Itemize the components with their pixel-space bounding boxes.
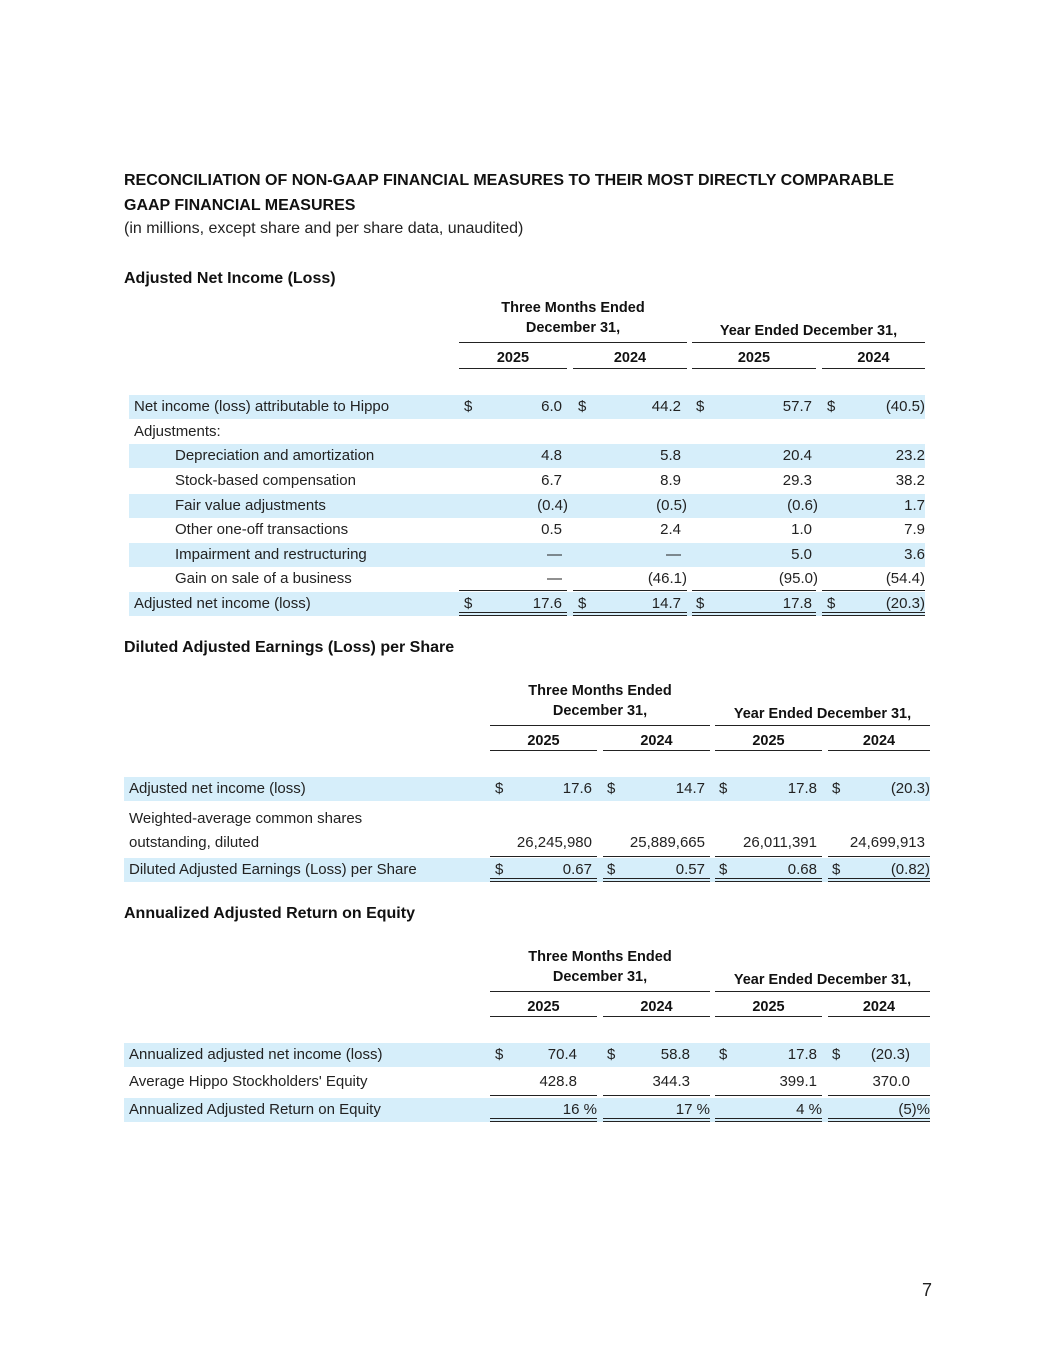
- value-fy-2025: 5.0: [791, 546, 812, 563]
- value-fy-2025: 4 %: [796, 1101, 822, 1118]
- value-q4-2025: —: [547, 570, 562, 587]
- table-row-impairment: [129, 543, 925, 567]
- header-year-2024: 2024: [862, 999, 896, 1015]
- row-label: Stock-based compensation: [175, 472, 356, 489]
- value-fy-2025: 17.8: [782, 595, 812, 612]
- subtotal-rule: [715, 856, 822, 857]
- value-q4-2025: 0.67: [562, 861, 592, 878]
- header-underline: [822, 368, 925, 369]
- header-year-2025: 2025: [737, 350, 771, 366]
- row-label: Net income (loss) attributable to Hippo: [134, 398, 390, 415]
- value-q4-2024: —: [666, 546, 681, 563]
- table-row-gain-on-sale: [129, 567, 925, 591]
- header-year-2025: 2025: [752, 999, 785, 1015]
- header-three-months-line1: Three Months Ended: [528, 683, 672, 699]
- value-q4-2024: 2.4: [660, 521, 681, 538]
- value-fy-2024: (5)%: [898, 1101, 930, 1118]
- header-year-2024: 2024: [857, 350, 890, 366]
- header-underline: [692, 342, 925, 343]
- row-label: Average Hippo Stockholders' Equity: [129, 1073, 368, 1090]
- value-q4-2025: 428.8: [539, 1073, 577, 1090]
- header-underline: [459, 342, 687, 343]
- header-underline: [692, 368, 816, 369]
- total-double-rule: [828, 878, 930, 882]
- subtotal-rule: [715, 1095, 822, 1096]
- currency-symbol: $: [607, 1046, 616, 1063]
- value-q4-2024: (46.1): [647, 570, 687, 587]
- row-label-line1: Weighted-average common shares: [129, 810, 363, 827]
- subtotal-rule: [603, 856, 710, 857]
- total-double-rule: [715, 1118, 822, 1122]
- header-underline: [459, 368, 567, 369]
- header-year-2024: 2024: [640, 733, 673, 749]
- currency-symbol: $: [827, 398, 836, 415]
- currency-symbol: $: [719, 780, 728, 797]
- table-row-depreciation: [129, 444, 925, 468]
- currency-symbol: $: [719, 861, 728, 878]
- total-double-rule: [603, 1118, 710, 1122]
- total-double-rule: [828, 1118, 930, 1122]
- value-fy-2024: (20.3): [885, 595, 925, 612]
- currency-symbol: $: [832, 1046, 841, 1063]
- header-year-2024: 2024: [640, 999, 673, 1015]
- table-row-stock-compensation: [129, 469, 925, 493]
- header-year-ended: Year Ended December 31,: [733, 706, 912, 722]
- section-heading-diluted-eps: Diluted Adjusted Earnings (Loss) per Share: [124, 639, 455, 656]
- table-row-average-equity: [124, 1070, 930, 1094]
- value-fy-2025: 17.8: [787, 1046, 817, 1063]
- currency-symbol: $: [495, 861, 504, 878]
- header-year-ended: Year Ended December 31,: [733, 972, 912, 988]
- value-fy-2025: 0.68: [787, 861, 817, 878]
- value-fy-2025: 17.8: [787, 780, 817, 797]
- currency-symbol: $: [832, 861, 841, 878]
- header-year-2025: 2025: [527, 999, 560, 1015]
- subtotal-rule: [490, 856, 597, 857]
- header-three-months: [490, 681, 710, 721]
- table-row-annualized-net-income: [124, 1043, 930, 1067]
- header-underline: [603, 750, 710, 751]
- value-q4-2025-visible: 16 %: [562, 1101, 597, 1118]
- header-underline: [490, 750, 597, 751]
- header-year-2025: 2025: [496, 350, 530, 366]
- value-fy-2024: (20.3): [890, 780, 930, 797]
- currency-symbol: $: [607, 861, 616, 878]
- value-q4-2024: 14.7: [675, 780, 705, 797]
- currency-symbol: $: [464, 595, 473, 612]
- row-label: Other one-off transactions: [175, 521, 349, 538]
- value-fy-2024: 1.7: [904, 497, 925, 514]
- page-number: 7: [921, 1280, 932, 1300]
- table-row-adjustments: [129, 420, 925, 444]
- header-underline: [573, 368, 687, 369]
- subtotal-rule: [573, 590, 687, 591]
- header-year-2024: 2024: [613, 350, 647, 366]
- value-q4-2024: (0.5): [656, 497, 687, 514]
- subtotal-rule: [828, 856, 930, 857]
- total-double-rule: [490, 878, 597, 882]
- subtotal-rule: [822, 590, 925, 591]
- table-row-net-income: [129, 395, 925, 419]
- total-double-rule: [573, 612, 687, 616]
- section-heading-return-on-equity: Annualized Adjusted Return on Equity: [124, 905, 415, 922]
- header-underline: [490, 991, 710, 992]
- report-title: RECONCILIATION OF NON-GAAP FINANCIAL MEASURES TO THEIR MOST DIRECTLY COMPARABLE GAAP FINANCIAL MEASURES: [124, 172, 895, 214]
- value-q4-2025: 0.5: [541, 521, 562, 538]
- row-label: Diluted Adjusted Earnings (Loss) per Share: [129, 861, 417, 878]
- header-three-months-line1: Three Months Ended: [528, 949, 672, 965]
- header-year-ended: Year Ended December 31,: [719, 323, 898, 339]
- header-underline: [603, 1016, 710, 1017]
- value-fy-2024: 3.6: [904, 546, 925, 563]
- header-underline: [715, 750, 822, 751]
- currency-symbol: $: [464, 398, 473, 415]
- row-label-line2: outstanding, diluted: [129, 834, 260, 851]
- total-double-rule: [715, 878, 822, 882]
- row-label: Fair value adjustments: [175, 497, 326, 514]
- value-fy-2024: 24,699,913: [849, 834, 925, 851]
- subtotal-rule: [490, 1095, 597, 1096]
- value-q4-2025: 17.6: [532, 595, 562, 612]
- header-underline: [715, 991, 930, 992]
- row-label: Impairment and restructuring: [175, 546, 367, 563]
- value-fy-2024: (54.4): [885, 570, 925, 587]
- currency-symbol: $: [696, 595, 705, 612]
- value-q4-2024: 58.8: [660, 1046, 690, 1063]
- header-three-months-line1: Three Months Ended: [501, 300, 645, 316]
- value-fy-2024: (0.82): [890, 861, 930, 878]
- header-year-2025: 2025: [527, 733, 560, 749]
- value-fy-2025: (95.0): [778, 570, 818, 587]
- row-label: Annualized Adjusted Return on Equity: [129, 1101, 381, 1118]
- value-q4-2025: 4.8: [541, 447, 562, 464]
- value-q4-2024: 5.8: [660, 447, 681, 464]
- value-q4-2025: 70.4: [547, 1046, 577, 1063]
- subtotal-rule: [459, 590, 567, 591]
- table-row-adjusted-net-income: [124, 777, 930, 801]
- value-fy-2024: 23.2: [895, 447, 925, 464]
- total-double-rule: [603, 878, 710, 882]
- currency-symbol: $: [607, 780, 616, 797]
- value-fy-2024: 38.2: [895, 472, 925, 489]
- header-three-months-line2: December 31,: [525, 320, 621, 336]
- row-label: Adjusted net income (loss): [134, 595, 311, 612]
- value-q4-2024: 17 %: [675, 1101, 710, 1118]
- header-underline: [828, 1016, 930, 1017]
- value-q4-2024: 14.7: [651, 595, 681, 612]
- header-three-months-line2: December 31,: [552, 969, 648, 985]
- value-fy-2024: (20.3): [870, 1046, 910, 1063]
- table-row-fair-value: [129, 494, 925, 518]
- row-label: Adjusted net income (loss): [129, 780, 306, 797]
- header-underline: [490, 1016, 597, 1017]
- total-double-rule: [459, 612, 567, 616]
- section-heading-adjusted-net-income: Adjusted Net Income (Loss): [124, 270, 336, 287]
- value-fy-2025: 26,011,391: [743, 834, 817, 851]
- row-label: Gain on sale of a business: [175, 570, 352, 587]
- value-fy-2025: (0.6): [787, 497, 818, 514]
- value-fy-2025: 20.4: [782, 447, 812, 464]
- value-q4-2025: 17.6: [562, 780, 592, 797]
- header-three-months-line2: December 31,: [552, 703, 648, 719]
- value-q4-2025: (0.4): [537, 497, 568, 514]
- value-fy-2025: 57.7: [782, 398, 812, 415]
- value-q4-2025: —: [547, 546, 562, 563]
- row-label: Adjustments:: [134, 423, 221, 440]
- currency-symbol: $: [832, 780, 841, 797]
- value-q4-2024: 25,889,665: [629, 834, 705, 851]
- value-q4-2024: 0.57: [675, 861, 705, 878]
- currency-symbol: $: [827, 595, 836, 612]
- header-three-months: [490, 947, 710, 987]
- header-year-2024: 2024: [862, 733, 896, 749]
- subtotal-rule: [603, 1095, 710, 1096]
- value-fy-2025: 1.0: [791, 521, 812, 538]
- table-row-one-off: [129, 518, 925, 542]
- value-q4-2024: 44.2: [651, 398, 681, 415]
- value-fy-2025: 29.3: [782, 472, 812, 489]
- table-row-weighted-shares: [124, 807, 930, 855]
- value-q4-2025: 26,245,980: [516, 834, 592, 851]
- report-subtitle: (in millions, except share and per share data, unaudited): [124, 220, 524, 237]
- header-year-2025: 2025: [752, 733, 785, 749]
- value-fy-2024: 7.9: [904, 521, 925, 538]
- value-fy-2024: 370.0: [872, 1073, 910, 1090]
- currency-symbol: $: [495, 1046, 504, 1063]
- header-three-months: [459, 298, 687, 338]
- subtotal-rule: [828, 1095, 930, 1096]
- currency-symbol: $: [719, 1046, 728, 1063]
- total-double-rule: [822, 612, 925, 616]
- header-underline: [715, 1016, 822, 1017]
- row-label: Depreciation and amortization: [175, 447, 375, 464]
- currency-symbol: $: [578, 595, 587, 612]
- row-label: Annualized adjusted net income (loss): [129, 1046, 383, 1063]
- value-q4-2025: 6.7: [541, 472, 562, 489]
- header-underline: [828, 750, 930, 751]
- header-underline: [715, 725, 930, 726]
- header-underline: [490, 725, 710, 726]
- currency-symbol: $: [495, 780, 504, 797]
- currency-symbol: $: [578, 398, 587, 415]
- currency-symbol: $: [696, 398, 705, 415]
- subtotal-rule: [692, 590, 816, 591]
- value-fy-2024: (40.5): [885, 398, 925, 415]
- total-double-rule: [490, 1118, 597, 1122]
- value-q4-2024: 8.9: [660, 472, 681, 489]
- value-fy-2025: 399.1: [779, 1073, 817, 1090]
- total-double-rule: [692, 612, 816, 616]
- value-q4-2025: 6.0: [541, 398, 562, 415]
- value-q4-2024: 344.3: [652, 1073, 690, 1090]
